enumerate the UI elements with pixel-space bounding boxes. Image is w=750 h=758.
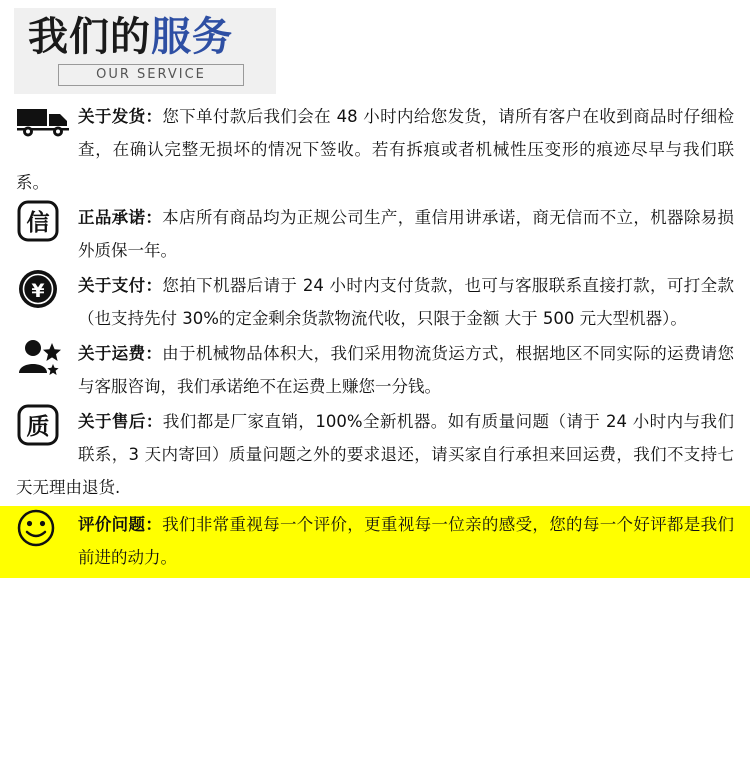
section-authenticity-body: 本店所有商品均为正规公司生产，重信用讲承诺，商无信而不立，机器除易损外质保一年。 xyxy=(78,208,735,260)
section-aftersales-text xyxy=(16,405,734,504)
section-shipping-lead: 关于发货： xyxy=(78,107,163,126)
svg-text:信: 信 xyxy=(26,210,50,236)
section-aftersales-lead: 关于售后： xyxy=(78,412,163,431)
section-freight-body: 由于机械物品体积大，我们采用物流货运方式，根据地区不同实际的运费请您与客服咨询，我们承诺绝不在运费上赚您一分钱。 xyxy=(78,344,735,396)
page-title-part2: 服务 xyxy=(151,14,233,60)
page-title xyxy=(28,14,233,60)
section-payment-text xyxy=(16,269,734,335)
section-aftersales-body: 我们都是厂家直销，100%全新机器。如有质量问题（请于 24 小时内与我们联系，3 天内寄回）质量问题之外的要求退还，请买家自行承担来回运费，我们不支持七天无理由退货. xyxy=(16,412,734,497)
customer-service-icon xyxy=(16,337,78,377)
section-reviews-text xyxy=(16,508,734,574)
section-freight xyxy=(0,337,750,403)
section-authenticity-lead: 正品承诺： xyxy=(78,208,163,227)
section-reviews-body: 我们非常重视每一个评价，更重视每一位亲的感受，您的每一个好评都是我们前进的动力。 xyxy=(78,515,735,567)
section-shipping xyxy=(0,100,750,199)
trust-seal-icon xyxy=(16,201,78,241)
section-payment-body: 您拍下机器后请于 24 小时内支付货款，也可与客服联系直接打款，可打全款（也支持先付 30%的定金剩余货款物流代收，只限于金额 大于 500 元大型机器）。 xyxy=(78,276,734,328)
section-authenticity xyxy=(0,201,750,267)
section-payment xyxy=(0,269,750,335)
section-authenticity-text xyxy=(16,201,734,267)
smiley-icon xyxy=(16,508,78,548)
page-header-banner xyxy=(14,8,276,94)
yuan-coin-icon xyxy=(16,269,78,309)
section-freight-text xyxy=(16,337,734,403)
page-title-part1: 我们的 xyxy=(28,14,151,60)
service-sections xyxy=(0,100,750,578)
section-reviews xyxy=(0,506,750,578)
svg-text:质: 质 xyxy=(26,414,50,440)
svg-text:¥: ¥ xyxy=(31,280,45,302)
section-freight-lead: 关于运费： xyxy=(78,344,163,363)
truck-icon xyxy=(16,100,78,140)
section-aftersales xyxy=(0,405,750,504)
section-payment-lead: 关于支付： xyxy=(78,276,163,295)
page-subtitle: OUR SERVICE xyxy=(58,64,244,86)
service-info-page xyxy=(0,8,750,758)
section-reviews-lead: 评价问题： xyxy=(78,515,163,534)
section-shipping-body: 您下单付款后我们会在 48 小时内给您发货，请所有客户在收到商品时仔细检查，在确认完整无损坏的情况下签收。若有拆痕或者机械性压变形的痕迹尽早与我们联系。 xyxy=(16,107,734,192)
section-shipping-text xyxy=(16,100,734,199)
quality-seal-icon xyxy=(16,405,78,445)
